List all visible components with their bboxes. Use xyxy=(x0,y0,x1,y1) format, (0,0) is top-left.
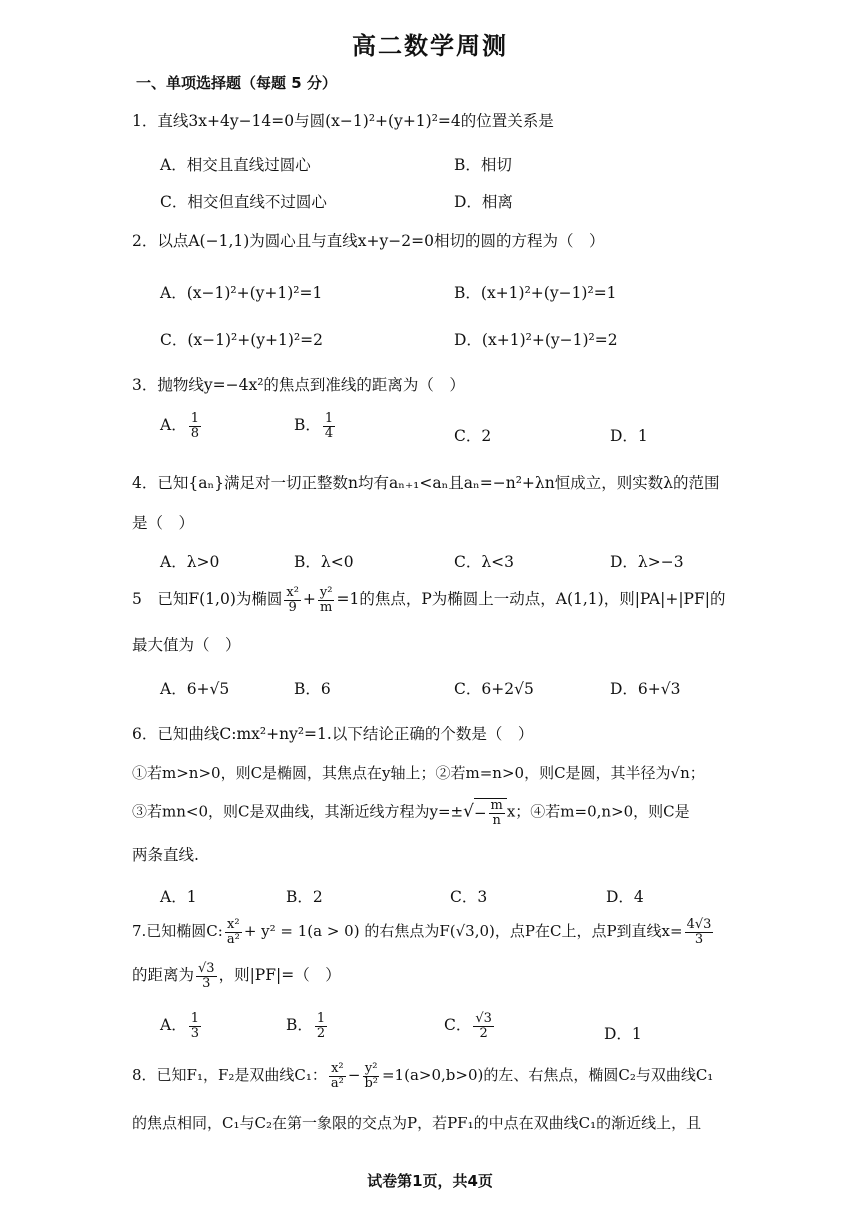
option-label: A． xyxy=(160,416,187,435)
fraction-numerator: x² xyxy=(331,1061,344,1076)
question-8-stem-line-1 xyxy=(132,1062,713,1090)
question-7-option-b xyxy=(286,1012,329,1040)
operator: − xyxy=(347,1066,361,1085)
fraction xyxy=(318,586,335,614)
fraction-denominator: a² xyxy=(330,1075,344,1091)
question-6-option-d: D．4 xyxy=(606,888,644,906)
question-4-stem-line-1: 4．已知{aₙ}满足对一切正整数n均有aₙ₊₁<aₙ且aₙ=−n²+λn恒成立，则实数λ的范围 xyxy=(132,474,720,492)
fraction xyxy=(473,1012,494,1040)
question-5-stem-line-2: 最大值为（ ） xyxy=(132,636,241,654)
fraction-numerator: √3 xyxy=(198,961,215,976)
fraction xyxy=(196,962,217,990)
option-label: A． xyxy=(160,1016,187,1035)
question-7-option-d: D．1 xyxy=(604,1025,642,1043)
question-6-statement-line-1: ①若m>n>0，则C是椭圆，其焦点在y轴上；②若m=n>0，则C是圆，其半径为√n； xyxy=(132,764,705,782)
fraction-denominator: n xyxy=(492,812,501,828)
fraction xyxy=(685,918,714,946)
stem-text: x；④若m=0,n>0，则C是 xyxy=(506,802,690,821)
fraction-denominator: b² xyxy=(364,1075,378,1091)
fraction-denominator: 3 xyxy=(202,975,211,991)
question-6-statement-line-3: 两条直线. xyxy=(132,846,199,864)
question-6-statement-line-2 xyxy=(132,798,690,827)
question-2-option-d: D．(x+1)²+(y−1)²=2 xyxy=(454,331,618,349)
fraction-numerator: √3 xyxy=(475,1011,492,1026)
question-7-stem-line-2 xyxy=(132,962,341,990)
fraction-denominator: 4 xyxy=(324,425,334,441)
question-5-option-d: D．6+√3 xyxy=(610,680,681,698)
section-heading: 一、单项选择题（每题 5 分） xyxy=(136,74,337,92)
stem-text: =1(a>0,b>0)的左、右焦点，椭圆C₂与双曲线C₁ xyxy=(381,1066,714,1085)
question-7-option-a xyxy=(160,1012,203,1040)
question-5-stem-line-1 xyxy=(132,586,725,614)
question-6-option-b: B．2 xyxy=(286,888,323,906)
question-3-stem: 3．抛物线y=−4x²的焦点到准线的距离为（ ） xyxy=(132,376,465,394)
question-4-option-c: C．λ<3 xyxy=(454,553,515,571)
fraction xyxy=(362,1062,380,1090)
fraction-denominator: m xyxy=(320,599,333,615)
stem-text: 5 已知F(1,0)为椭圆 xyxy=(132,590,283,609)
question-1-option-a: A．相交且直线过圆心 xyxy=(160,156,311,174)
fraction xyxy=(189,1012,201,1040)
question-4-stem-line-2: 是（ ） xyxy=(132,514,195,532)
fraction xyxy=(323,412,335,440)
sqrt-sign: √ xyxy=(463,801,474,822)
stem-text: ③若mn<0，则C是双曲线，其渐近线方程为y=± xyxy=(132,802,464,821)
question-3-option-d: D．1 xyxy=(610,427,648,445)
fraction-numerator: 1 xyxy=(190,411,199,426)
fraction xyxy=(189,412,201,440)
fraction-numerator: x² xyxy=(227,917,240,932)
question-6-option-a: A．1 xyxy=(160,888,197,906)
fraction-denominator: 2 xyxy=(479,1025,488,1041)
fraction-numerator: 1 xyxy=(190,1011,199,1026)
fraction xyxy=(329,1062,346,1090)
stem-text: =1的焦点，P为椭圆上一动点，A(1,1)，则|PA|+|PF|的 xyxy=(336,590,726,609)
option-label: B． xyxy=(286,1016,313,1035)
question-1-option-d: D．相离 xyxy=(454,193,513,211)
fraction-numerator: 4√3 xyxy=(686,917,712,932)
question-1-option-c: C．相交但直线不过圆心 xyxy=(160,193,327,211)
stem-text: 8．已知F₁，F₂是双曲线C₁： xyxy=(132,1066,327,1085)
option-label: B． xyxy=(294,416,321,435)
stem-text: 7.已知椭圆C: xyxy=(132,922,223,941)
question-8-stem-line-2: 的焦点相同，C₁与C₂在第一象限的交点为P，若PF₁的中点在双曲线C₁的渐近线上，且 xyxy=(132,1114,702,1132)
fraction xyxy=(315,1012,327,1040)
page-title: 高二数学周测 xyxy=(352,32,508,60)
question-4-option-d: D．λ>−3 xyxy=(610,553,684,571)
fraction-numerator: 1 xyxy=(324,411,334,426)
question-2-option-c: C．(x−1)²+(y+1)²=2 xyxy=(160,331,324,349)
question-2-stem: 2．以点A(−1,1)为圆心且与直线x+y−2=0相切的圆的方程为（ ） xyxy=(132,232,605,250)
question-6-stem: 6．已知曲线C:mx²+ny²=1.以下结论正确的个数是（ ） xyxy=(132,725,534,743)
operator: + xyxy=(302,590,316,609)
question-7-option-c xyxy=(444,1012,496,1040)
question-5-option-c: C．6+2√5 xyxy=(454,680,534,698)
question-3-option-c: C．2 xyxy=(454,427,492,445)
fraction-numerator: y² xyxy=(319,585,333,600)
page-footer: 试卷第1页，共4页 xyxy=(367,1172,493,1190)
question-2-option-b: B．(x+1)²+(y−1)²=1 xyxy=(454,284,617,302)
question-1-stem: 1．直线3x+4y−14=0与圆(x−1)²+(y+1)²=4的位置关系是 xyxy=(132,112,554,130)
fraction-denominator: 2 xyxy=(316,1025,326,1041)
fraction xyxy=(489,799,505,827)
fraction-denominator: 3 xyxy=(694,931,704,947)
fraction-denominator: 8 xyxy=(190,425,199,441)
sqrt-radicand: − $\frac{m}{n}$ xyxy=(474,798,507,827)
fraction xyxy=(284,586,301,614)
question-3-option-a xyxy=(160,412,203,440)
question-5-option-b: B．6 xyxy=(294,680,331,698)
fraction-numerator: m xyxy=(490,798,503,813)
option-label: C． xyxy=(444,1016,472,1035)
fraction-numerator: x² xyxy=(286,585,299,600)
fraction-denominator: 3 xyxy=(190,1025,199,1041)
question-1-option-b: B．相切 xyxy=(454,156,512,174)
question-5-option-a: A．6+√5 xyxy=(160,680,230,698)
stem-text: 的距离为 xyxy=(132,966,195,985)
fraction-denominator: a² xyxy=(226,931,240,947)
question-7-stem-line-1 xyxy=(132,918,715,946)
question-2-option-a: A．(x−1)²+(y+1)²=1 xyxy=(160,284,323,302)
question-3-option-b xyxy=(294,412,337,440)
stem-text: ，则|PF|=（ ） xyxy=(218,966,341,985)
question-4-option-b: B．λ<0 xyxy=(294,553,354,571)
question-4-option-a: A．λ>0 xyxy=(160,553,220,571)
fraction-numerator: 1 xyxy=(316,1011,326,1026)
question-6-option-c: C．3 xyxy=(450,888,488,906)
stem-text: + y² = 1(a > 0) 的右焦点为F(√3,0)，点P在C上，点P到直线x= xyxy=(243,922,683,941)
fraction xyxy=(225,918,242,946)
fraction-denominator: 9 xyxy=(288,599,297,615)
fraction-numerator: y² xyxy=(364,1061,378,1076)
